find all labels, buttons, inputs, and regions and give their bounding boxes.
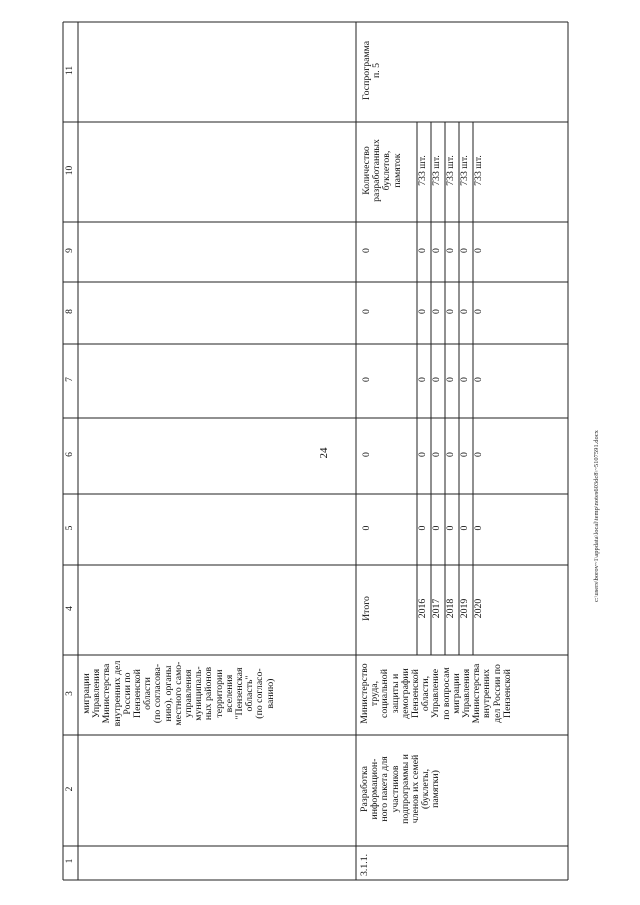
c8-total: 0 [361, 309, 372, 314]
col-header-10: 10 [65, 165, 75, 176]
c7-2017: 0 [431, 377, 442, 382]
cont-executor-cell: миграции Управления Министерства внутренних дел России по Пензенской области (по согласова- нию), органы местного само- управления муниципаль- ных районов территории вселения "Пензенская область" (по согласо- ванию) [81, 660, 276, 727]
c5-2020: 0 [473, 525, 484, 531]
indicator-2018: 733 шт. [445, 155, 456, 186]
indicator-2016: 733 шт. [417, 155, 428, 186]
c6-2019: 0 [459, 452, 470, 457]
c7-2019: 0 [459, 377, 470, 382]
c6-2017: 0 [431, 452, 442, 457]
c5-2016: 0 [417, 525, 428, 531]
col-header-1: 1 [65, 858, 75, 864]
c9-2020: 0 [473, 248, 484, 253]
col-header-5: 5 [65, 525, 75, 531]
activity-name-cell: Разработка информацион- ного пакета для участников подпрограммы и членов их семей (буклеты, памятки) [359, 754, 442, 824]
c7-2016: 0 [417, 377, 428, 382]
c5-2019: 0 [459, 525, 470, 531]
source-cell: Госпрограмма п. 5 [361, 40, 383, 101]
c8-2020: 0 [473, 309, 484, 314]
c7-2020: 0 [473, 377, 484, 382]
col-header-9: 9 [65, 248, 75, 253]
c5-total: 0 [361, 525, 372, 531]
year-2016-label: 2016 [417, 598, 428, 619]
year-2020-label: 2020 [473, 598, 484, 619]
year-2017-label: 2017 [431, 598, 442, 619]
c6-total: 0 [361, 452, 372, 457]
col-header-4: 4 [65, 606, 75, 611]
c8-2016: 0 [417, 309, 428, 314]
c9-2016: 0 [417, 248, 428, 253]
col-header-11: 11 [65, 65, 75, 76]
year-total-label: Итого [361, 596, 372, 621]
executor-cell: Министерство труда, социальной защиты и демографии Пензенской области, Управление по вопросам миграции Управления Министерства внутренних дел России по Пензенской [359, 663, 513, 724]
col-header-7: 7 [65, 377, 75, 382]
col-header-2: 2 [65, 786, 75, 792]
c7-total: 0 [361, 377, 372, 382]
col-header-3: 3 [65, 691, 75, 696]
c5-2018: 0 [445, 525, 456, 531]
c6-2020: 0 [473, 452, 484, 457]
indicator-label: Количество разработанных буклетов, памяток [361, 139, 403, 202]
c9-total: 0 [361, 248, 372, 253]
col-header-8: 8 [65, 309, 75, 314]
year-2018-label: 2018 [445, 598, 456, 619]
c8-2018: 0 [445, 309, 456, 314]
c6-2016: 0 [417, 452, 428, 457]
c9-2018: 0 [445, 248, 456, 253]
indicator-2020: 733 шт. [473, 155, 484, 186]
c8-2017: 0 [431, 309, 442, 314]
indicator-2017: 733 шт. [431, 155, 442, 186]
year-2019-label: 2019 [459, 598, 470, 619]
c9-2019: 0 [459, 248, 470, 253]
c8-2019: 0 [459, 309, 470, 314]
c6-2018: 0 [445, 452, 456, 457]
c9-2017: 0 [431, 248, 442, 253]
indicator-2019: 733 шт. [459, 155, 470, 186]
col-header-6: 6 [65, 452, 75, 457]
row-number-cell: 3.1.1. [359, 853, 370, 876]
footer-file-path: c:\users\borov~1\appdata\local\temp\notes603dc8\~5107591.docx [593, 430, 600, 602]
c7-2018: 0 [445, 377, 456, 382]
c5-2017: 0 [431, 525, 442, 531]
page-number: 24 [318, 447, 330, 459]
